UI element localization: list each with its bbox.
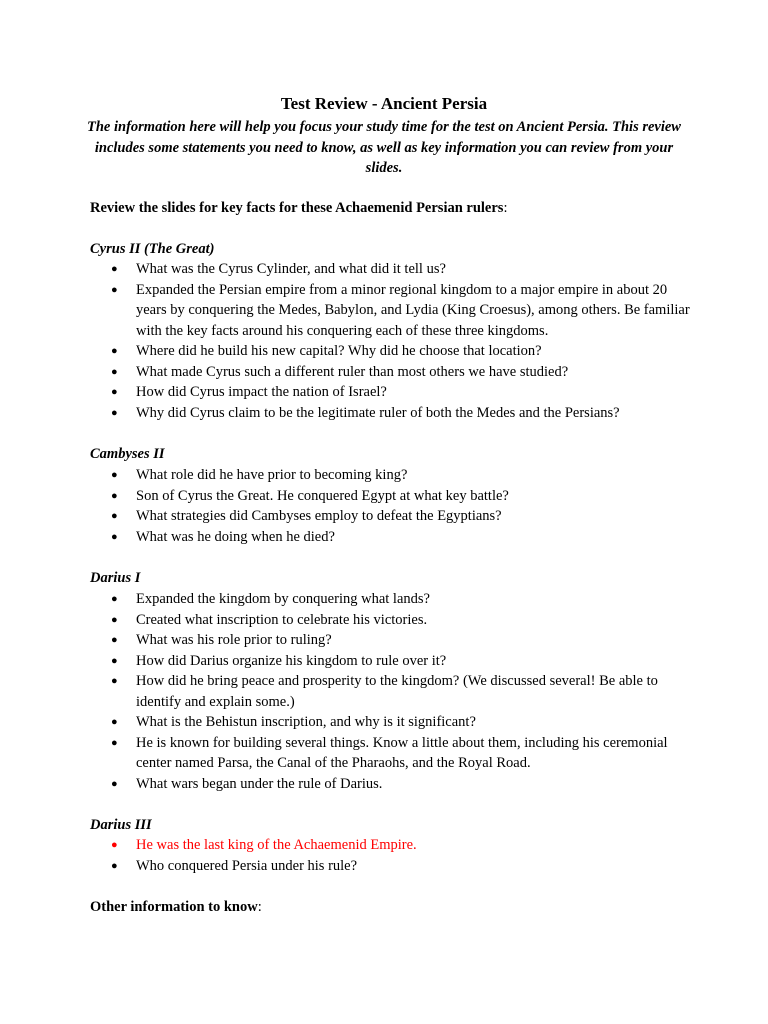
list-item: ● What was his role prior to ruling? [0,630,696,651]
bullet-icon: ● [111,406,118,419]
bullet-icon: ● [111,736,118,749]
section-heading-darius-iii: Darius III [90,817,152,833]
list-darius-i [0,589,696,794]
bullet-icon: ● [111,345,118,357]
list-item-highlighted: ● He was the last king of the Achaemenid Empire. [0,835,696,856]
bullet-icon: ● [111,283,118,296]
list-item: ● How did Darius organize his kingdom to rule over it? [0,651,696,672]
list-item: ● What role did he have prior to becoming king? [0,465,696,486]
bullet-icon: ● [111,839,118,851]
list-cambyses-ii [0,465,696,547]
bullet-icon: ● [111,530,118,543]
lead-line [90,198,507,219]
list-item: ● What was the Cyrus Cylinder, and what did it tell us? [0,259,696,280]
list-item: ● Expanded the Persian empire from a minor regional kingdom to a major empire in about 20 years by conquering the Medes, Babylon, and Lydia (King Croesus), among others. Be familiar with the key facts around his conquering each of these three kingdoms. [111,281,690,339]
list-item: ● What made Cyrus such a different ruler than most others we have studied? [0,362,696,383]
bullet-icon: ● [111,654,118,667]
bullet-icon: ● [111,263,118,275]
list-item: ● Who conquered Persia under his rule? [0,856,696,877]
bullet-icon: ● [111,859,118,872]
list-item: ● Why did Cyrus claim to be the legitimate ruler of both the Medes and the Persians? [0,403,696,424]
list-item: ● How did Cyrus impact the nation of Israel? [0,382,696,403]
lead-text: Review the slides for key facts for these Achaemenid Persian rulers [90,200,504,216]
section-heading-cyrus-ii: Cyrus II (The Great) [90,241,215,257]
list-item: ● Where did he build his new capital? Why did he choose that location? [0,341,696,362]
bullet-icon: ● [111,469,118,481]
page-title: Test Review - Ancient Persia [280,94,488,113]
bullet-icon: ● [111,777,118,790]
lead-colon: : [503,200,508,216]
list-item: ● He is known for building several things. Know a little about them, including his ceremonial center named Parsa, the Canal of the Pharaohs, and the Royal Road. [111,734,668,771]
bullet-icon: ● [111,489,118,502]
list-item: ● Created what inscription to celebrate his victories. [0,610,696,631]
list-item: ● What was he doing when he died? [0,527,696,548]
list-item: ● What is the Behistun inscription, and why is it significant? [0,712,696,733]
list-cyrus-ii [0,259,696,423]
list-item: ● What wars began under the rule of Darius. [0,774,696,795]
bullet-icon: ● [111,386,118,398]
list-item: ● What strategies did Cambyses employ to defeat the Egyptians? [0,506,696,527]
list-item: ● Expanded the kingdom by conquering what lands? [0,589,696,610]
section-heading-darius-i: Darius I [90,570,141,586]
bullet-icon: ● [111,365,118,378]
list-darius-iii [0,835,696,876]
list-item: ● Son of Cyrus the Great. He conquered Egypt at what key battle? [0,486,696,507]
bullet-icon: ● [111,613,118,626]
footer-text: Other information to know [90,899,258,915]
section-heading-cambyses-ii: Cambyses II [90,446,165,462]
bullet-icon: ● [111,675,118,687]
bullet-icon: ● [111,593,118,605]
bullet-icon: ● [111,510,118,522]
footer-line [90,897,262,918]
bullet-icon: ● [111,716,118,728]
intro-paragraph: The information here will help you focus your study time for the test on Ancient Persia. This review includes some statements you need to know, as well as key information you can review from your slides. [87,119,681,176]
list-item: ● How did he bring peace and prosperity to the kingdom? (We discussed several! Be able to identify and explain some.) [111,673,658,710]
footer-colon: : [257,899,262,915]
bullet-icon: ● [111,634,118,646]
